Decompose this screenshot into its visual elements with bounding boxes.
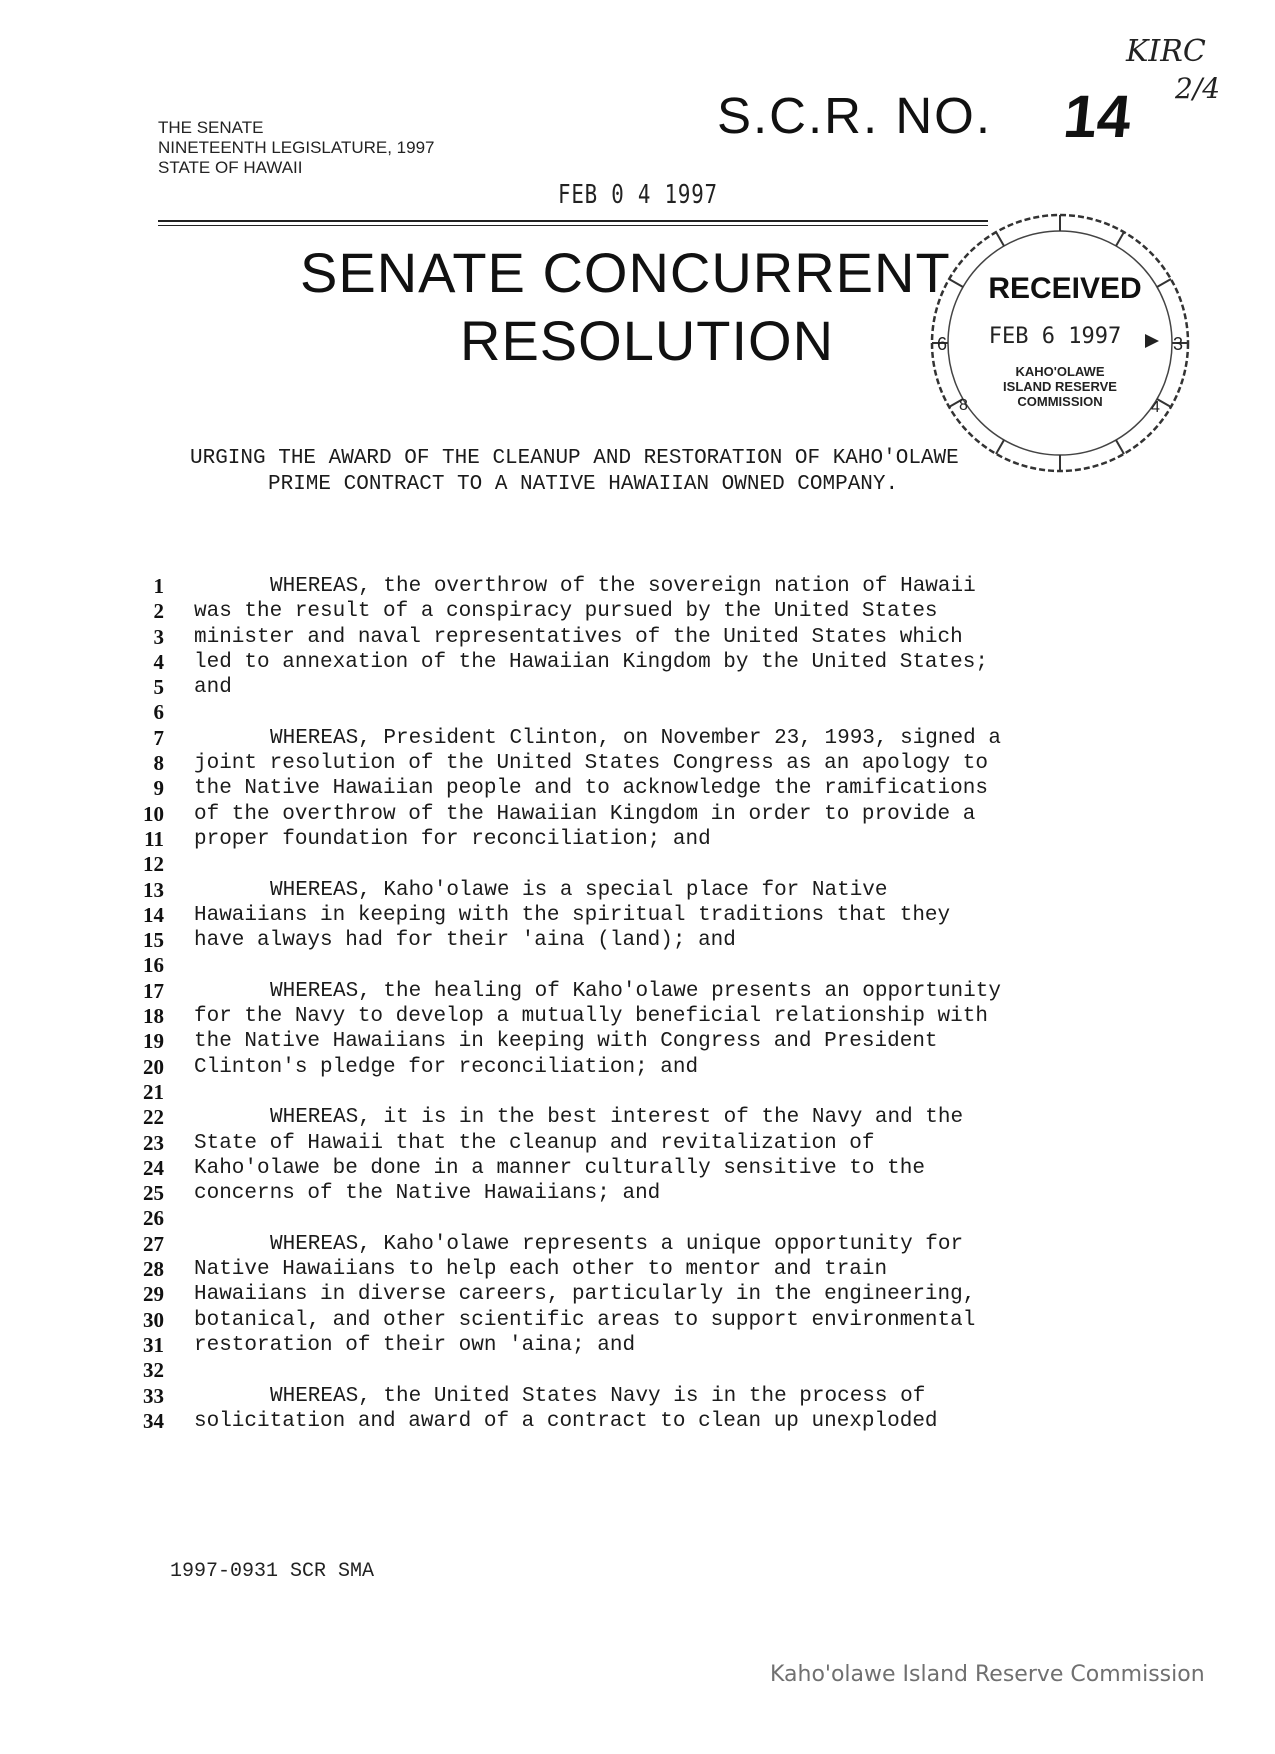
line-text: the Native Hawaiians in keeping with Congress and President — [194, 1030, 938, 1054]
line-number: 18 — [143, 1004, 164, 1029]
line-text: WHEREAS, Kaho'olawe is a special place for Native — [270, 878, 888, 902]
line-number: 3 — [153, 624, 164, 649]
line-text: Hawaiians in diverse careers, particularly in the engineering, — [194, 1283, 976, 1307]
handwritten-note: KIRC — [1126, 34, 1206, 69]
body-line — [128, 1206, 1158, 1231]
body-line — [128, 903, 1158, 928]
line-number: 19 — [143, 1029, 164, 1054]
line-text: WHEREAS, the healing of Kaho'olawe presents an opportunity — [270, 979, 1001, 1003]
line-number: 26 — [143, 1206, 164, 1231]
body-line — [128, 1029, 1158, 1054]
line-number: 1 — [153, 574, 164, 598]
line-text: have always had for their 'aina (land); and — [194, 929, 736, 953]
resolution-title-line1: SENATE CONCURRENT — [300, 241, 951, 304]
body-line — [128, 1358, 1158, 1383]
resolution-body — [128, 574, 1158, 1434]
scr-label: S.C.R. NO. — [717, 87, 993, 144]
header-rule — [158, 220, 988, 222]
stamp-clock-4: 4 — [1151, 399, 1160, 416]
resolution-title-line2: RESOLUTION — [460, 309, 835, 372]
body-line — [128, 1131, 1158, 1156]
line-text: Clinton's pledge for reconciliation; and — [194, 1055, 699, 1079]
body-line — [128, 1055, 1158, 1080]
line-number: 25 — [143, 1181, 164, 1206]
state-line: STATE OF HAWAII — [158, 158, 303, 177]
body-line — [128, 878, 1158, 903]
stamp-clock-3: 3 — [1173, 334, 1184, 354]
line-number: 2 — [153, 599, 164, 624]
stamp-received-text: RECEIVED — [988, 272, 1142, 305]
line-number: 9 — [153, 776, 164, 801]
handwritten-date: 2/4 — [1175, 72, 1221, 105]
body-line — [128, 776, 1158, 801]
line-number: 6 — [153, 700, 164, 725]
line-text: proper foundation for reconciliation; and — [194, 827, 711, 851]
body-line — [128, 1282, 1158, 1307]
body-line — [128, 802, 1158, 827]
stamp-date: FEB 6 1997 — [988, 324, 1122, 349]
line-number: 21 — [143, 1079, 164, 1104]
line-number: 23 — [143, 1130, 164, 1155]
line-number: 4 — [153, 649, 164, 674]
line-number: 11 — [144, 826, 164, 851]
line-text: WHEREAS, the United States Navy is in the process of — [270, 1384, 926, 1408]
line-number: 33 — [143, 1383, 164, 1408]
line-text: and — [194, 676, 232, 700]
body-line — [128, 1384, 1158, 1409]
line-number: 22 — [143, 1105, 164, 1130]
line-text: Hawaiians in keeping with the spiritual traditions that they — [194, 903, 951, 927]
scr-number: 14 — [1060, 83, 1135, 150]
line-number: 24 — [143, 1155, 164, 1180]
line-text: WHEREAS, the overthrow of the sovereign nation of Hawaii — [270, 575, 976, 598]
body-line — [128, 1105, 1158, 1130]
body-line — [128, 1156, 1158, 1181]
line-text: led to annexation of the Hawaiian Kingdom by the United States; — [194, 650, 988, 674]
line-number: 13 — [143, 877, 164, 902]
line-number: 7 — [153, 725, 164, 750]
line-number: 16 — [143, 953, 164, 978]
line-number: 8 — [153, 751, 164, 776]
body-line — [128, 599, 1158, 624]
body-line — [128, 675, 1158, 700]
line-text: Kaho'olawe be done in a manner culturally sensitive to the — [194, 1156, 925, 1180]
line-text: was the result of a conspiracy pursued by the United States — [194, 600, 938, 624]
source-watermark: Kaho'olawe Island Reserve Commission — [770, 1662, 1205, 1687]
line-number: 29 — [143, 1282, 164, 1307]
line-number: 15 — [143, 928, 164, 953]
body-line — [128, 1232, 1158, 1257]
body-line — [128, 726, 1158, 751]
line-number: 10 — [143, 801, 164, 826]
stamp-org-line1: KAHO'OLAWE — [1015, 364, 1105, 379]
line-number: 30 — [143, 1307, 164, 1332]
filed-date-stamp: FEB 0 4 1997 — [558, 180, 718, 210]
line-text: of the overthrow of the Hawaiian Kingdom in order to provide a — [194, 802, 976, 826]
stamp-clock-6: 6 — [937, 334, 948, 354]
stamp-clock-8: 8 — [959, 397, 968, 414]
body-line — [128, 928, 1158, 953]
body-line — [128, 700, 1158, 725]
body-line — [128, 1181, 1158, 1206]
line-text: minister and naval representatives of the United States which — [194, 625, 963, 649]
received-stamp — [915, 198, 1205, 488]
line-number: 32 — [143, 1358, 164, 1383]
body-line — [128, 852, 1158, 877]
line-text: concerns of the Native Hawaiians; and — [194, 1182, 661, 1206]
line-number: 27 — [143, 1231, 164, 1256]
line-text: solicitation and award of a contract to clean up unexploded — [194, 1409, 938, 1433]
stamp-org-line3: COMMISSION — [1017, 394, 1103, 409]
line-text: joint resolution of the United States Congress as an apology to — [194, 752, 988, 776]
subject-line1: URGING THE AWARD OF THE CLEANUP AND RESTORATION OF KAHO'OLAWE — [190, 447, 959, 470]
body-line — [128, 827, 1158, 852]
line-text: Native Hawaiians to help each other to mentor and train — [194, 1258, 888, 1282]
line-number: 12 — [143, 852, 164, 877]
body-line — [128, 1080, 1158, 1105]
line-text: WHEREAS, it is in the best interest of the Navy and the — [270, 1106, 964, 1130]
body-line — [128, 1004, 1158, 1029]
line-text: restoration of their own 'aina; and — [194, 1333, 636, 1357]
senate-header — [158, 118, 435, 178]
line-text: for the Navy to develop a mutually beneficial relationship with — [194, 1005, 988, 1029]
line-text: botanical, and other scientific areas to support environmental — [194, 1308, 976, 1332]
body-line — [128, 1333, 1158, 1358]
body-line — [128, 1409, 1158, 1434]
senate-line: THE SENATE — [158, 118, 264, 137]
line-text: WHEREAS, President Clinton, on November 23, 1993, signed a — [270, 726, 1001, 750]
body-line — [128, 979, 1158, 1004]
legislature-line: NINETEENTH LEGISLATURE, 1997 — [158, 138, 435, 157]
subject-line2: PRIME CONTRACT TO A NATIVE HAWAIIAN OWNED COMPANY. — [268, 473, 899, 496]
line-number: 20 — [143, 1054, 164, 1079]
header-rule-thin — [158, 225, 988, 226]
stamp-org-line2: ISLAND RESERVE — [1003, 379, 1117, 394]
line-text: State of Hawaii that the cleanup and revitalization of — [194, 1131, 875, 1155]
line-text: the Native Hawaiian people and to acknowledge the ramifications — [194, 777, 988, 801]
body-line — [128, 751, 1158, 776]
line-text: WHEREAS, Kaho'olawe represents a unique opportunity for — [270, 1232, 964, 1256]
line-number: 28 — [143, 1257, 164, 1282]
body-line — [128, 953, 1158, 978]
line-number: 17 — [143, 978, 164, 1003]
stamp-arrow-icon — [1145, 334, 1159, 348]
line-number: 34 — [143, 1408, 164, 1433]
body-line — [128, 1308, 1158, 1333]
line-number: 14 — [143, 902, 164, 927]
body-line — [128, 1257, 1158, 1282]
document-code: 1997-0931 SCR SMA — [170, 1560, 375, 1583]
body-line — [128, 625, 1158, 650]
body-line — [128, 574, 1158, 599]
line-number: 31 — [143, 1332, 164, 1357]
body-line — [128, 650, 1158, 675]
line-number: 5 — [153, 675, 164, 700]
